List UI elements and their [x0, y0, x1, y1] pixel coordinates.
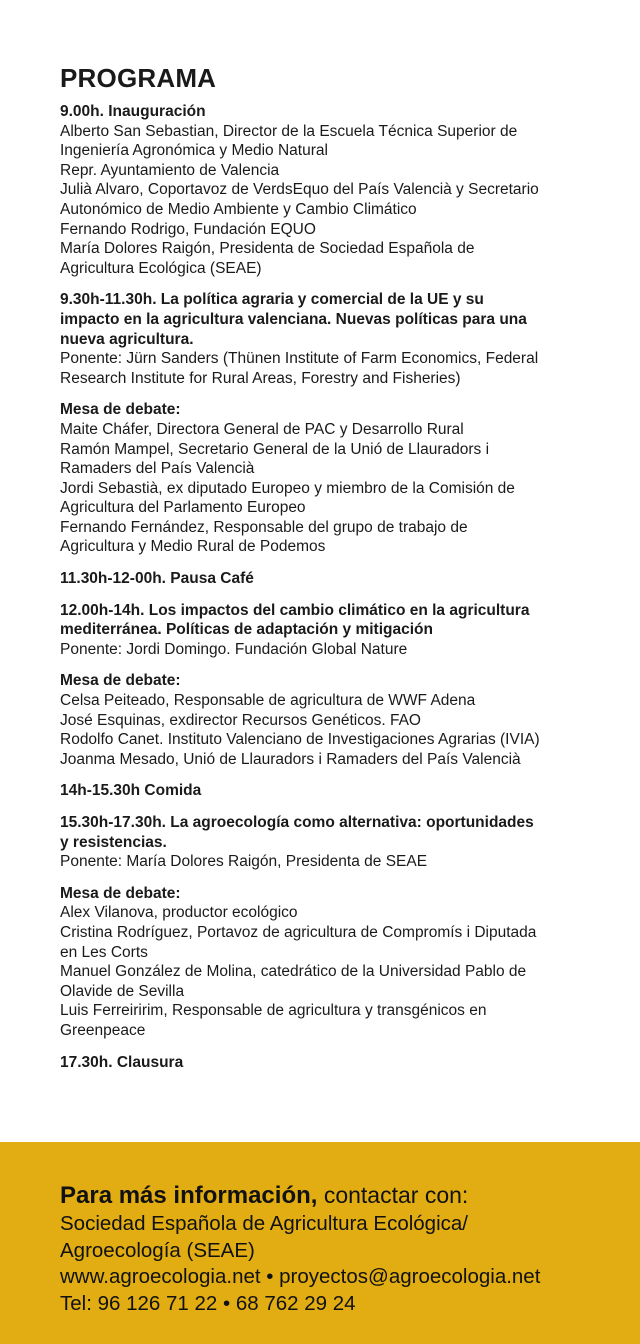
program-line: Ponente: Jürn Sanders (Thünen Institute of Farm Economics, Federal	[60, 350, 539, 368]
program-heading: Mesa de debate:	[60, 884, 181, 902]
program-heading: 15.30h-17.30h. La agroecología como alternativa: oportunidades	[60, 814, 534, 831]
program-line: Luis Ferreiririm, Responsable de agricultura y transgénicos en	[60, 1002, 487, 1020]
program-sections	[60, 102, 630, 1072]
program-block	[60, 400, 630, 557]
program-block	[60, 884, 630, 1041]
program-line: Agricultura Ecológica (SEAE)	[60, 259, 262, 277]
program-line: Joanma Mesado, Unió de Llauradors i Ramaders del País Valencià	[60, 750, 521, 768]
program-line: Research Institute for Rural Areas, Forestry and Fisheries)	[60, 369, 461, 387]
contact-info	[60, 1181, 540, 1317]
program-block	[60, 569, 630, 589]
program-line: Ramaders del País Valencià	[60, 460, 255, 478]
program-line: Jordi Sebastià, ex diputado Europeo y miembro de la Comisión de	[60, 479, 515, 497]
program-line: Agricultura del Parlamento Europeo	[60, 499, 306, 517]
program-block	[60, 102, 630, 278]
program-line: en Les Corts	[60, 943, 148, 961]
program-content	[60, 62, 630, 1084]
contact-heading-bold: Para más información,	[60, 1182, 318, 1209]
program-line: Ramón Mampel, Secretario General de la Unió de Llauradors i	[60, 440, 490, 458]
program-heading: Mesa de debate:	[60, 401, 181, 419]
program-line: Ingeniería Agronómica y Medio Natural	[60, 142, 328, 160]
program-block	[60, 290, 630, 388]
program-line: Greenpeace	[60, 1021, 146, 1039]
program-line: Maite Cháfer, Directora General de PAC y Desarrollo Rural	[60, 420, 464, 438]
program-heading: mediterránea. Políticas de adaptación y mitigación	[60, 621, 433, 639]
program-line: Fernando Rodrigo, Fundación EQUO	[60, 220, 316, 238]
contact-heading-rest: contactar con:	[317, 1182, 469, 1208]
contact-phone: Tel: 96 126 71 22 • 68 762 29 24	[60, 1291, 356, 1315]
program-heading: 9.00h. Inauguración	[60, 103, 206, 120]
program-line: Julià Alvaro, Coportavoz de VerdsEquo del País Valencià y Secretario	[60, 181, 539, 199]
program-line: María Dolores Raigón, Presidenta de Sociedad Española de	[60, 240, 475, 258]
program-heading: impacto en la agricultura valenciana. Nuevas políticas para una	[60, 310, 527, 328]
page-title: PROGRAMA	[60, 63, 217, 93]
program-block	[60, 813, 630, 872]
program-line: Agricultura y Medio Rural de Podemos	[60, 538, 326, 556]
program-heading: nueva agricultura.	[60, 330, 194, 348]
program-heading: y resistencias.	[60, 833, 167, 851]
contact-heading	[60, 1181, 540, 1210]
program-line: Cristina Rodríguez, Portavoz de agricultura de Compromís i Diputada	[60, 923, 537, 941]
program-line: Manuel González de Molina, catedrático de la Universidad Pablo de	[60, 963, 527, 981]
contact-organization-line: Agroecología (SEAE)	[60, 1238, 255, 1262]
program-block	[60, 671, 630, 769]
contact-organization-line: Sociedad Española de Agricultura Ecológica/	[60, 1212, 468, 1235]
program-heading: 17.30h. Clausura	[60, 1053, 184, 1071]
program-heading: Mesa de debate:	[60, 672, 181, 690]
program-heading: 12.00h-14h. Los impactos del cambio climático en la agricultura	[60, 601, 530, 619]
program-line: Alex Vilanova, productor ecológico	[60, 904, 298, 922]
program-line: Repr. Ayuntamiento de Valencia	[60, 161, 280, 179]
program-line: Celsa Peiteado, Responsable de agricultura de WWF Adena	[60, 692, 476, 710]
program-line: Ponente: Jordi Domingo. Fundación Global Nature	[60, 640, 408, 658]
program-line: Alberto San Sebastian, Director de la Escuela Técnica Superior de	[60, 122, 518, 140]
program-heading: 9.30h-11.30h. La política agraria y comercial de la UE y su	[60, 291, 484, 309]
program-block	[60, 601, 630, 660]
program-block	[60, 1053, 630, 1073]
program-line: Rodolfo Canet. Instituto Valenciano de Investigaciones Agrarias (IVIA)	[60, 731, 540, 749]
program-line: Olavide de Sevilla	[60, 982, 185, 1000]
contact-web-email: www.agroecologia.net • proyectos@agroecologia.net	[60, 1265, 541, 1288]
program-heading: 14h-15.30h Comida	[60, 782, 202, 800]
contact-footer	[0, 1142, 640, 1344]
program-line: Ponente: María Dolores Raigón, Presidenta de SEAE	[60, 853, 428, 871]
program-block	[60, 781, 630, 801]
program-line: Fernando Fernández, Responsable del grupo de trabajo de	[60, 518, 468, 536]
program-heading: 11.30h-12-00h. Pausa Café	[60, 570, 254, 588]
program-line: José Esquinas, exdirector Recursos Genéticos. FAO	[60, 711, 421, 729]
program-line: Autonómico de Medio Ambiente y Cambio Climático	[60, 200, 417, 218]
